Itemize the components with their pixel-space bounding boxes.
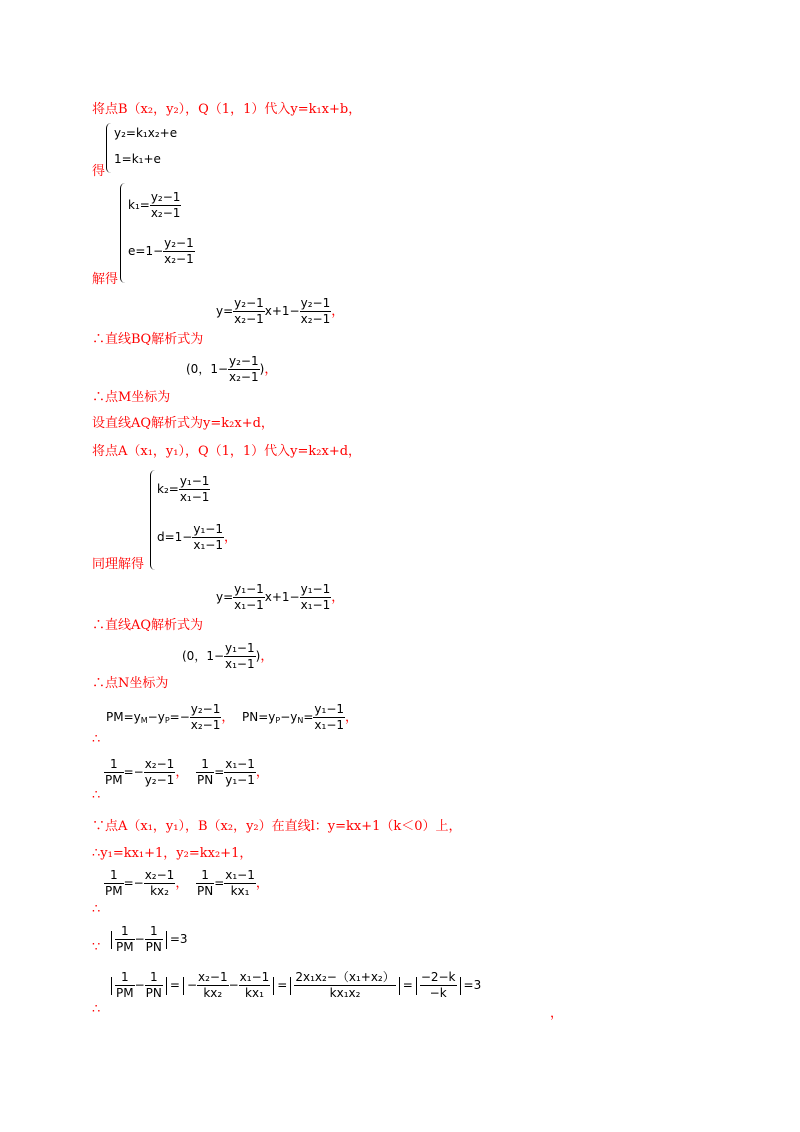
bq-expression: y= $\frac{\text{y₂−1}}{\text{x₂−1}}$ x+1− $\frac{\text{y₂−1}}{\text{x₂−1}}$ ，	[216, 296, 345, 326]
text-line-substitute-a: 将点A（x₁，y₁），Q（1，1）代入y=k₂x+d，	[92, 444, 362, 459]
reciprocal-expression-2: $\frac{1}{PM}$ =− $\frac{\text{x₂−1}}{\text{kx₂}}$ ， $\frac{1}{PN}$ = $\frac{\text{x₁−1}}{\text{kx₁}}$ ，	[105, 868, 269, 898]
text-points-on-line: ∵点A（x₁，y₁），B（x₂，y₂）在直线l：y=kx+1（k＜0）上，	[92, 819, 462, 834]
text-bq-label: ∴直线BQ解析式为	[92, 332, 204, 347]
d-expression: d=1− $\frac{\text{y₁−1}}{\text{x₁−1}}$ ，	[157, 522, 237, 552]
m-coordinate: (0，1− $\frac{\text{y₂−1}}{\text{x₂−1}}$ )，	[186, 354, 278, 384]
brace-system-3	[150, 470, 155, 570]
text-line-aq: 设直线AQ解析式为y=k₂x+d，	[92, 416, 274, 431]
therefore-4: ∴	[92, 1002, 101, 1017]
pm-pn-expression: $PM=y_M-y_P=-$ $\frac{\text{y₂−1}}{\text{x₂−1}}$ ， $PN=y_P-y_N=$ $\frac{\text{y₁−1}}{\text{x₁−1}}$ ，	[106, 702, 359, 732]
text-tongli: 同理解得	[92, 557, 145, 572]
final-comma: ，	[550, 1006, 564, 1021]
text-line-1: 将点B（x₂，y₂），Q（1，1）代入y=k₁x+b，	[92, 102, 362, 117]
n-coordinate: (0，1− $\frac{\text{y₁−1}}{\text{x₁−1}}$ )，	[182, 641, 274, 671]
therefore-2: ∴	[92, 788, 101, 803]
reciprocal-expression-1: $\frac{1}{PM}$ =− $\frac{\text{x₂−1}}{\text{y₂−1}}$ ， $\frac{1}{PN}$ = $\frac{\text{x₁−1}}{\text{y₁−1}}$ ，	[105, 757, 269, 787]
aq-expression: y= $\frac{\text{y₁−1}}{\text{x₁−1}}$ x+1− $\frac{\text{y₁−1}}{\text{x₁−1}}$ ，	[216, 582, 345, 612]
k2-expression: k₂= $\frac{\text{y₁−1}}{\text{x₁−1}}$	[157, 474, 210, 504]
text-m-label: ∴点M坐标为	[92, 390, 171, 405]
therefore-1: ∴	[92, 732, 101, 747]
brace-system-2	[120, 183, 125, 283]
text-de: 得	[92, 164, 106, 179]
text-aq-label: ∴直线AQ解析式为	[92, 618, 204, 633]
e-expression: e=1− $\frac{\text{y₂−1}}{\text{x₂−1}}$	[128, 236, 194, 266]
k1-expression: k₁= $\frac{\text{y₂−1}}{\text{x₂−1}}$	[128, 190, 181, 220]
system1-eq2: 1=k₁+e	[114, 152, 161, 166]
system1-eq1: y₂=k₁x₂+e	[114, 126, 178, 140]
final-expression: $\frac{1}{PM}$ − $\frac{1}{PN}$ = − $\frac{\text{x₂−1}}{\text{kx₂}}$ − $\frac{\text{x₁−1}}{\text{kx₁}}$ = $\frac{\text{2x₁x₂−（x₁+x₂）}}{\text{kx₁x₂}}$ = $\frac{-2-k}{-k}$ =3	[108, 970, 481, 1001]
abs-condition: $\frac{1}{PM}$ − $\frac{1}{PN}$ =3	[108, 924, 188, 955]
therefore-3: ∴	[92, 902, 101, 917]
text-n-label: ∴点N坐标为	[92, 676, 169, 691]
because-1: ∵	[92, 940, 101, 955]
text-y-values: ∴y₁=kx₁+1，y₂=kx₂+1，	[92, 846, 253, 861]
text-jiede: 解得	[92, 272, 119, 287]
brace-system-1	[106, 123, 111, 173]
